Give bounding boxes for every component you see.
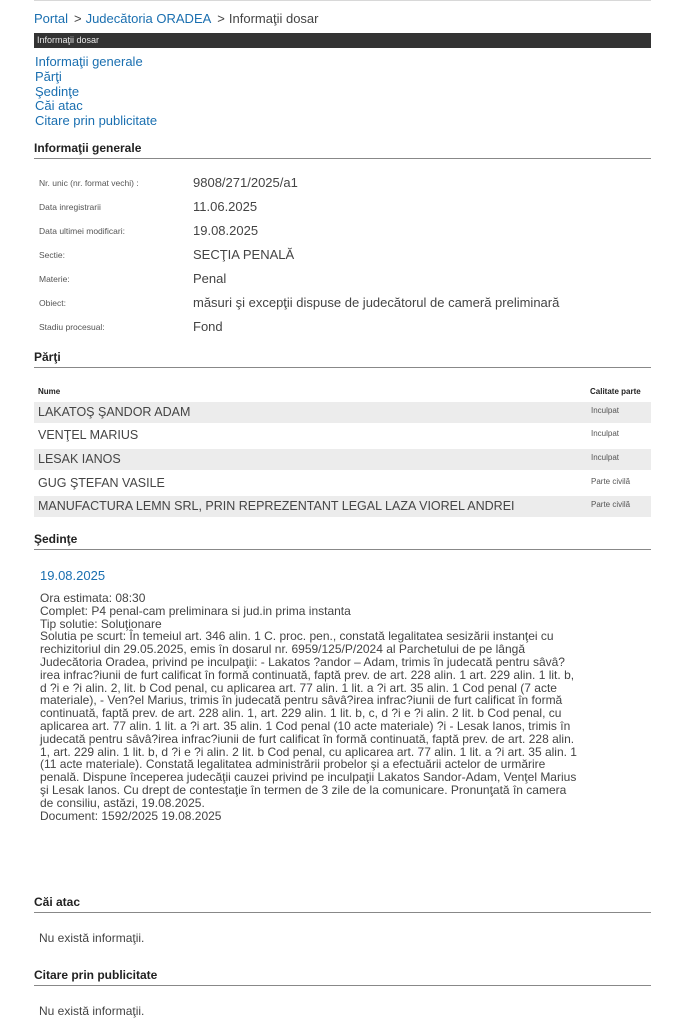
- info-row-registration-date: [34, 199, 651, 221]
- hearing-line: de consiliu, astăzi, 19.08.2025.: [40, 795, 205, 810]
- hearing-line: 1, art. 229 alin. 1 lit. b, d ?i e ?i alin. 2 lit. b Cod penal, cu aplicarea art. 77 alin. 1 lit. a ?i art. 35 alin. 1: [40, 744, 577, 759]
- top-divider: [34, 0, 651, 1]
- section-heading-publication-summons: Citare prin publicitate: [34, 968, 651, 986]
- info-label: Materie:: [39, 274, 70, 284]
- section-heading-hearings: Şedinţe: [34, 532, 651, 550]
- party-role: Inculpat: [591, 453, 620, 462]
- party-row: [34, 402, 651, 423]
- parties-col-header-role: Calitate parte: [590, 387, 641, 396]
- hearing-line: Ora estimata: 08:30: [40, 591, 146, 605]
- info-label: Sectie:: [39, 250, 65, 260]
- nav-link-appeals[interactable]: Căi atac: [35, 98, 83, 114]
- nav-link-publication-summons[interactable]: Citare prin publicitate: [35, 113, 158, 129]
- breadcrumb-portal-link[interactable]: Portal: [34, 11, 68, 26]
- party-row: [34, 425, 651, 446]
- parties-col-header-name: Nume: [38, 387, 61, 396]
- breadcrumb-court-link[interactable]: Judecătoria ORADEA: [85, 11, 212, 26]
- breadcrumb-separator: >: [217, 11, 225, 26]
- section-heading-general-info: Informaţii generale: [34, 141, 651, 159]
- info-row-case-number: [34, 175, 651, 197]
- nav-link-parties[interactable]: Părţi: [35, 68, 62, 84]
- appeals-empty-message: Nu există informaţii.: [39, 931, 145, 945]
- hearing-line: Judecătoria Oradea, privind pe inculpaţii: - Lakatos ?andor – Adam, trimis în judecată pentru sâvâ?: [40, 654, 565, 669]
- party-name: LESAK IANOS: [38, 452, 121, 466]
- party-name: MANUFACTURA LEMN SRL, PRIN REPREZENTANT LEGAL LAZA VIOREL ANDREI: [38, 499, 515, 513]
- hearing-line: d ?i e ?i alin. 2, lit. b Cod penal, cu aplicarea art. 77 alin. 1 lit. a ?i art. 35 alin. 1 Cod penal (7 acte: [40, 680, 557, 695]
- info-label: Data ultimei modificari:: [39, 226, 125, 236]
- hearing-line: continuată, faptă prev. de art. 228 alin. 1, art. 229 alin. 1 lit. b, c, d ?i e ?i alin. 2 lit. b Cod penal, cu: [40, 706, 562, 721]
- info-value: Penal: [193, 271, 227, 286]
- hearing-details: [40, 592, 650, 822]
- hearing-line: Document: 1592/2025 19.08.2025: [40, 808, 222, 823]
- info-label: Nr. unic (nr. format vechi) :: [39, 178, 139, 188]
- info-value: 19.08.2025: [193, 223, 259, 238]
- section-heading-appeals: Căi atac: [34, 895, 651, 913]
- hearing-line: aplicarea art. 77 alin. 1 lit. a ?i art. 35 alin. 1 Cod penal (10 acte materiale) ?i - Lesak Ianos, trimis în: [40, 718, 571, 733]
- case-info-title-bar: Informaţii dosar: [34, 33, 651, 48]
- info-row-procedural-stage: [34, 319, 651, 341]
- breadcrumb: [34, 11, 318, 26]
- info-label: Obiect:: [39, 298, 66, 308]
- hearing-line: şi Lesak Ianos. Cu drept de contestaţie în termen de 3 zile de la comunicare. Pronunţată în camera: [40, 782, 567, 797]
- info-value: SECŢIA PENALĂ: [193, 247, 295, 262]
- info-row-matter: [34, 271, 651, 293]
- party-row: [34, 496, 651, 517]
- info-row-section: [34, 247, 651, 269]
- info-value: Fond: [193, 319, 223, 334]
- page: [34, 0, 651, 1018]
- citation-empty-message: Nu există informaţii.: [39, 1004, 145, 1018]
- hearing-line: rechizitoriul din 29.05.2025, emis în dosarul nr. 6959/125/P/2024 al Parchetului de pe lângă: [40, 642, 525, 657]
- hearing-line: penală. Dispune începerea judecăţii cauzei privind pe inculpaţii Lakatos Sandor-Adam, Venţel Marius: [40, 770, 577, 785]
- party-role: Parte civilă: [591, 477, 631, 486]
- hearing-line: Complet: P4 penal-cam preliminara si jud.in prima instanta: [40, 603, 351, 618]
- info-value: măsuri şi excepţii dispuse de judecătorul de cameră preliminară: [193, 295, 560, 310]
- hearing-line: Tip solutie: Soluţionare: [40, 616, 162, 631]
- hearing-line: Solutia pe scurt: În temeiul art. 346 alin. 1 C. proc. pen., constată legalitatea sesizării instanţei cu: [40, 629, 554, 644]
- info-value: 9808/271/2025/a1: [193, 175, 298, 190]
- party-role: Parte civilă: [591, 500, 631, 509]
- party-row: [34, 473, 651, 494]
- section-heading-parties: Părţi: [34, 350, 651, 368]
- breadcrumb-separator: >: [73, 11, 82, 26]
- nav-link-general-info[interactable]: Informaţii generale: [35, 54, 143, 69]
- hearing-date: 19.08.2025: [40, 568, 106, 583]
- party-name: GUG ŞTEFAN VASILE: [38, 476, 165, 490]
- section-nav: [35, 55, 157, 129]
- info-value: 11.06.2025: [193, 199, 258, 214]
- party-row: [34, 449, 651, 470]
- party-role: Inculpat: [591, 406, 620, 415]
- info-label: Data inregistrarii: [39, 202, 101, 212]
- hearing-line: materiale), - Ven?el Marius, trimis în judecată pentru sâvâ?irea infrac?iunii de furt calificat în formă: [40, 693, 563, 708]
- nav-link-hearings[interactable]: Şedinţe: [35, 83, 80, 99]
- party-name: LAKATOŞ ŞANDOR ADAM: [38, 405, 191, 419]
- info-row-last-modified: [34, 223, 651, 245]
- party-role: Inculpat: [591, 429, 620, 438]
- party-name: VENŢEL MARIUS: [38, 428, 139, 442]
- hearing-line: judecată pentru sâvâ?irea infrac?iunii de furt calificat în formă continuată, faptă prev. de art. 228 alin.: [40, 731, 575, 746]
- info-row-object: [34, 295, 651, 317]
- hearing-line: (11 acte materiale). Constată legalitatea administrării probelor şi a efectuării actelor de urmărire: [40, 757, 546, 772]
- breadcrumb-current: Informaţii dosar: [228, 11, 319, 26]
- info-label: Stadiu procesual:: [39, 322, 105, 332]
- hearing-line: irea infrac?iunii de furt calificat în formă continuată, faptă prev. de art. 228 alin. 1 art. 229 alin. 1 lit. b,: [40, 667, 575, 682]
